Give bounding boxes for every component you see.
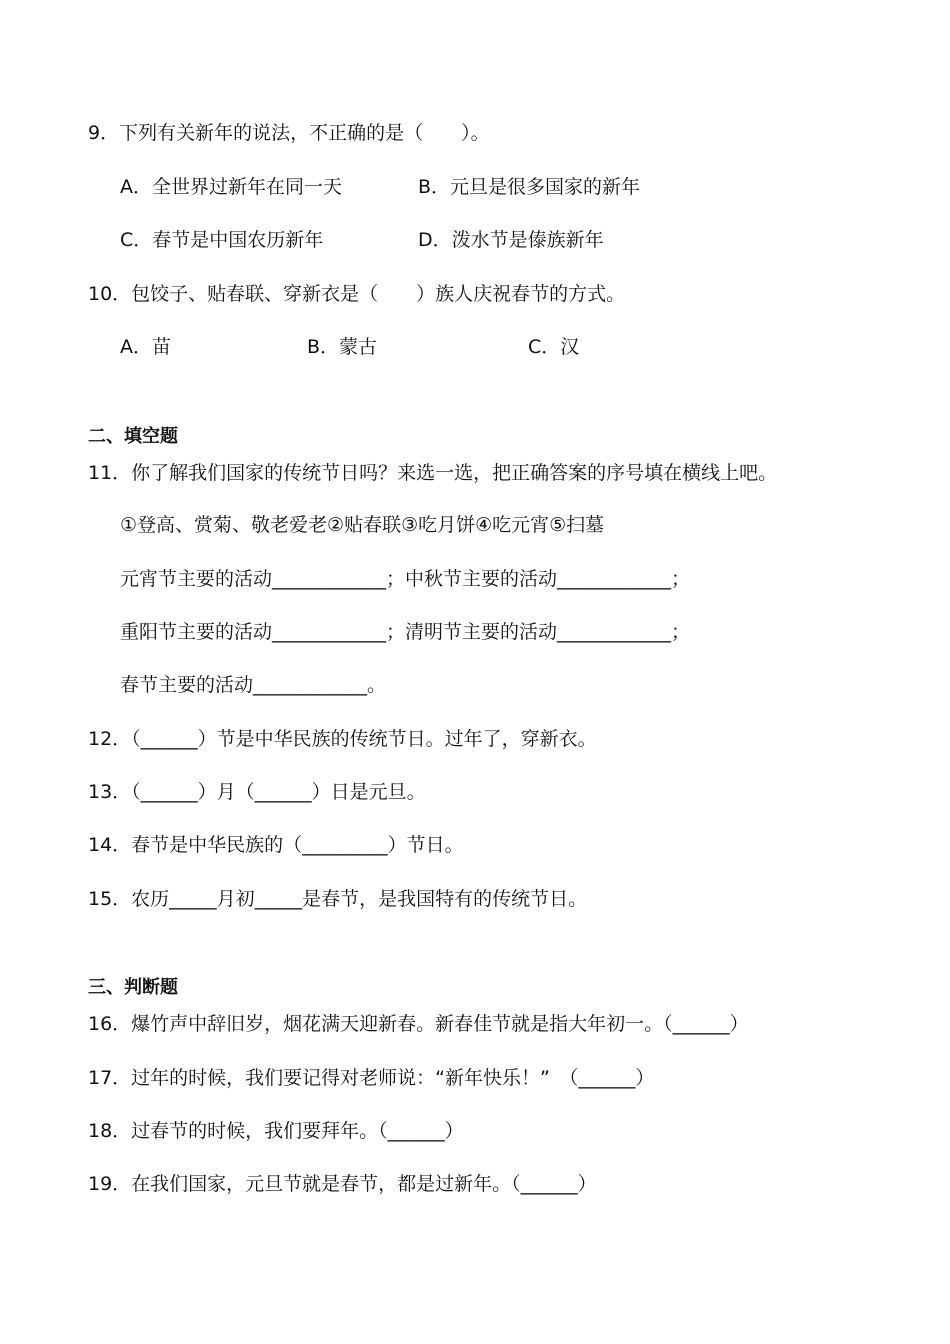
- section-heading-true-false: 三、判断题: [88, 977, 178, 998]
- question-10-option-c: C．汉: [528, 336, 580, 358]
- question-9-option-c: C．春节是中国农历新年: [120, 229, 324, 251]
- question-11-choices: ①登高、赏菊、敬老爱老②贴春联③吃月饼④吃元宵⑤扫墓: [120, 514, 605, 536]
- question-14: 14．春节是中华民族的（_________）节日。: [88, 834, 464, 856]
- question-17: 17．过年的时候，我们要记得对老师说：“新年快乐！” （______）: [88, 1067, 655, 1089]
- question-9-option-a: A．全世界过新年在同一天: [120, 176, 342, 198]
- question-11-line-1: 元宵节主要的活动____________；中秋节主要的活动____________；: [120, 568, 691, 590]
- question-11-stem: 11．你了解我们国家的传统节日吗？来选一选，把正确答案的序号填在横线上吧。: [88, 462, 778, 484]
- question-12: 12．（______）节是中华民族的传统节日。过年了，穿新衣。: [88, 728, 597, 750]
- question-11-line-2: 重阳节主要的活动____________；清明节主要的活动____________；: [120, 621, 691, 643]
- question-16: 16．爆竹声中辞旧岁，烟花满天迎新春。新春佳节就是指大年初一。（______）: [88, 1013, 749, 1035]
- question-15: 15．农历_____月初_____是春节，是我国特有的传统节日。: [88, 888, 588, 910]
- question-10-option-b: B．蒙古: [307, 336, 378, 358]
- question-13: 13．（______）月（______）日是元旦。: [88, 781, 426, 803]
- question-10-option-a: A．苗: [120, 336, 171, 358]
- question-9-option-d: D．泼水节是傣族新年: [418, 229, 604, 251]
- question-18: 18．过春节的时候，我们要拜年。（______）: [88, 1120, 464, 1142]
- question-9-option-b: B．元旦是很多国家的新年: [418, 176, 641, 198]
- question-10-stem: 10．包饺子、贴春联、穿新衣是（ ）族人庆祝春节的方式。: [88, 283, 626, 305]
- section-heading-fill-blank: 二、填空题: [88, 426, 178, 447]
- question-19: 19．在我们国家，元旦节就是春节，都是过新年。（______）: [88, 1173, 597, 1195]
- question-11-line-3: 春节主要的活动____________。: [120, 674, 387, 696]
- question-9-stem: 9．下列有关新年的说法，不正确的是（ ）。: [88, 122, 490, 144]
